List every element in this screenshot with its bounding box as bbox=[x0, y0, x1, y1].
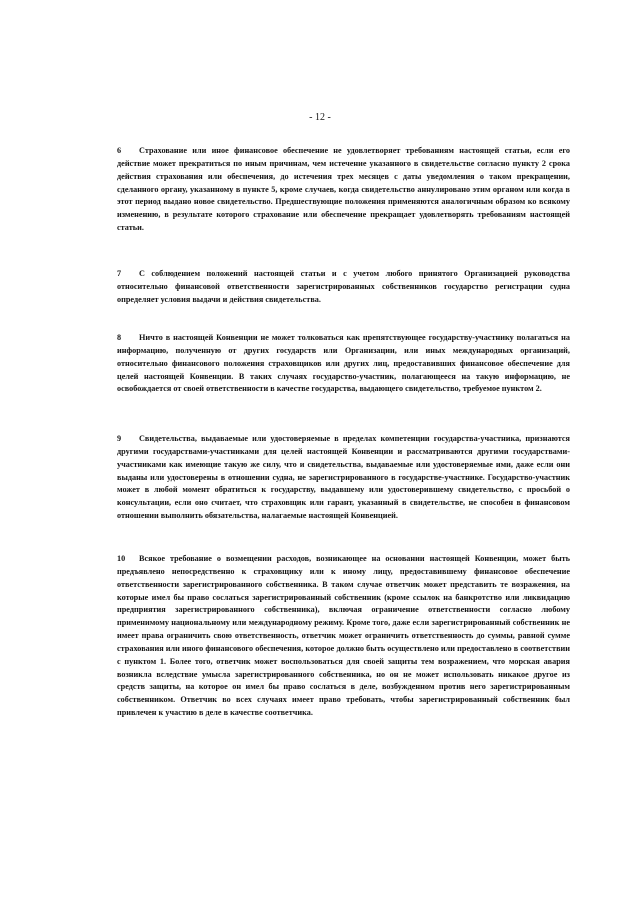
page-number: - 12 - bbox=[309, 112, 331, 123]
paragraph-number: 6 bbox=[117, 146, 122, 155]
paragraph-text: Страхование или иное финансовое обеспечение не удовлетворяет требованиям настоящей статьи, если его действие может прекратиться по иным причинам, чем истечение указанного в свидетельстве согласно пункту 2 срока действия страхования или обеспечения, до истечения трех месяцев с даты уведомления о таком прекращении, сделанного органу, указанному в пункте 5, кроме случаев, когда свидетельство аннулировано этим органом или когда в этот период выдано новое свидетельство. Предшествующие положения применяются аналогичным образом ко всякому изменению, в результате которого страхование или обеспечение прекращает удовлетворять требованиям настоящей статьи. bbox=[117, 146, 570, 233]
paragraph-text: Ничто в настоящей Конвенции не может толковаться как препятствующее государству-участнику полагаться на информацию, полученную от других государств или Организации, или иных международных организаций, относительно финансового положения страховщиков или других лиц, предоставивших финансовое обеспечение для целей настоящей Конвенции. В таких случаях государство-участник, полагающееся на такую информацию, не освобождается от своей ответственности в качестве государства, выдающего свидетельство, требуемое пунктом 2. bbox=[117, 333, 570, 394]
paragraph-number: 7 bbox=[117, 269, 122, 278]
paragraph-7 bbox=[117, 268, 570, 307]
paragraph-text: С соблюдением положений настоящей статьи и с учетом любого принятого Организацией руководства относительно финансовой ответственности зарегистрированных собственников государство регистрации судна определяет условия выдачи и действия свидетельства. bbox=[117, 269, 570, 304]
paragraph-number: 8 bbox=[117, 333, 122, 342]
paragraph-10 bbox=[117, 553, 570, 720]
paragraph-text: Свидетельства, выдаваемые или удостоверяемые в пределах компетенции государства-участника, признаются другими государствами-участниками для целей настоящей Конвенции и рассматриваются другими государствами-участниками как имеющие такую же силу, что и свидетельства, выдаваемые или удостоверяемые ими, даже если они выданы или удостоверены в отношении судна, не зарегистрированного в государстве-участнике. Государство-участник может в любой момент обратиться к государству, выдавшему или удостоверившему свидетельство, с просьбой о консультации, если оно считает, что страховщик или гарант, указанный в свидетельстве, не способен в финансовом отношении выполнить обязательства, налагаемые настоящей Конвенцией. bbox=[117, 434, 570, 521]
paragraph-number: 9 bbox=[117, 434, 122, 443]
paragraph-8 bbox=[117, 332, 570, 396]
paragraph-6 bbox=[117, 145, 570, 235]
paragraph-number: 10 bbox=[117, 554, 126, 563]
paragraph-text: Всякое требование о возмещении расходов, возникающее на основании настоящей Конвенции, может быть предъявлено непосредственно к страховщику или к иному лицу, предоставившему финансовое обеспечение ответственности зарегистрированного собственника. В таком случае ответчик может представить те возражения, на которые имел бы право сослаться зарегистрированный собственник (кроме ссылок на банкротство или ликвидацию предприятия зарегистрированного собственника), включая ограничение ответственности согласно любому применимому национальному или международному режиму. Кроме того, даже если зарегистрированный собственник не имеет права ограничить свою ответственность, ответчик может ограничить ответственность до суммы, равной сумме страхования или иного финансового обеспечения, которое должно быть осуществлено или предоставлено в соответствии с пунктом 1. Более того, ответчик может воспользоваться для своей защиты тем возражением, что морская авария возникла вследствие умысла зарегистрированного собственника, но он не может использовать никакое другое из средств защиты, на которое он имел бы право сослаться в деле, возбужденном против него зарегистрированным собственником. Ответчик во всех случаях имеет право требовать, чтобы зарегистрированный собственник был привлечен к участию в деле в качестве соответчика. bbox=[117, 554, 570, 718]
paragraph-9 bbox=[117, 433, 570, 523]
